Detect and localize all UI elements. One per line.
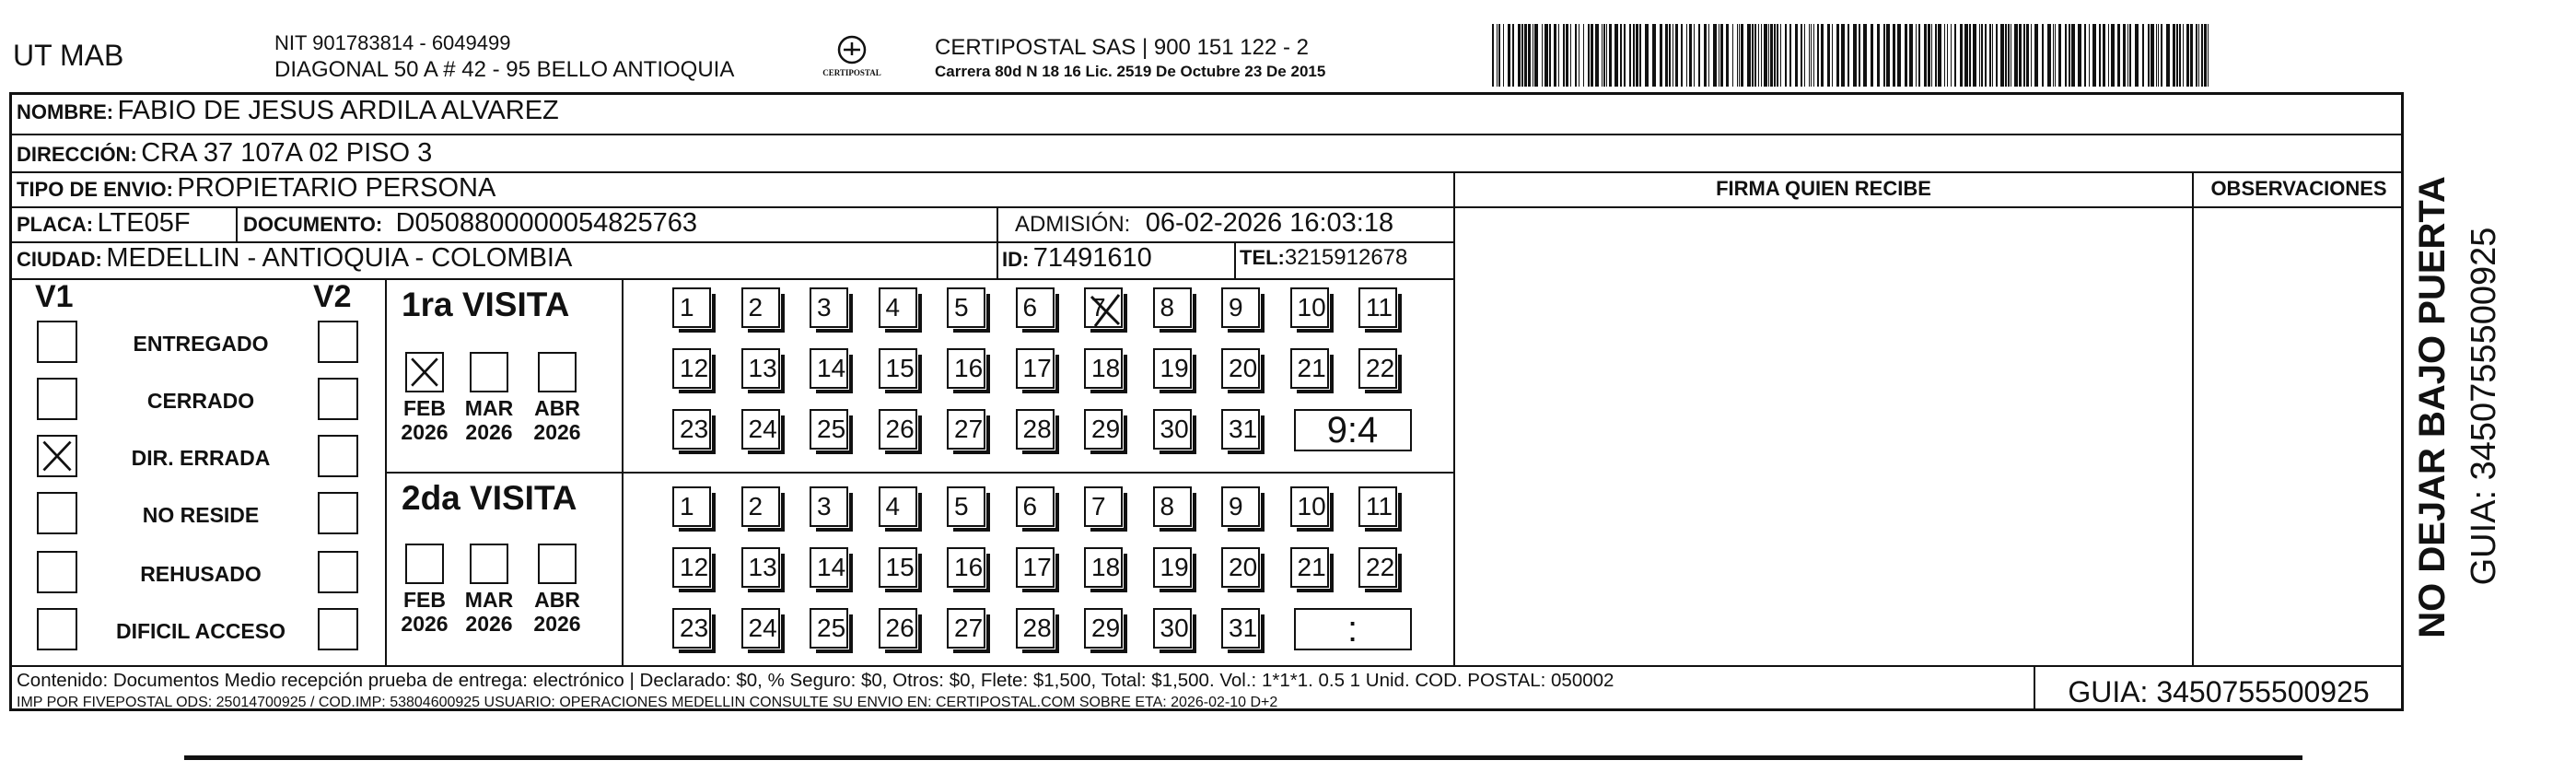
nombre-row (17, 96, 559, 126)
visit1-day-box[interactable] (1290, 348, 1329, 389)
day-number: 6 (1022, 492, 1038, 521)
day-number: 29 (1091, 614, 1121, 642)
id-value: 71491610 (1032, 243, 1152, 273)
day-number: 17 (1022, 354, 1052, 382)
visit2-day-box[interactable] (1221, 486, 1260, 527)
visit1-day-box[interactable] (1016, 348, 1055, 389)
v2-checkbox-5[interactable] (318, 608, 358, 650)
day-number: 12 (680, 553, 709, 581)
day-number: 18 (1091, 553, 1121, 581)
visit2-title: 2da VISITA (402, 479, 577, 517)
footer-line1: Contenido: Documentos Medio recepción prueba de entrega: electrónico | Declarado: $0, % Seguro: $0, Otros: $0, Flete: $1,500, Total: $1,500. Vol.: 1*1*1. 0.5 1 Unid. COD. POSTAL: 050002 (17, 670, 1614, 691)
visit1-day-box[interactable] (1153, 348, 1192, 389)
day-number: 2 (748, 293, 763, 322)
day-number: 20 (1229, 354, 1258, 382)
visit2-day-box[interactable] (1016, 547, 1055, 588)
status-option-label: NO RESIDE (142, 503, 260, 527)
nombre-value: FABIO DE JESUS ARDILA ALVAREZ (117, 96, 559, 125)
v1-checkbox-0[interactable] (37, 321, 77, 363)
visit2-day-box[interactable] (1290, 486, 1329, 527)
visit2-day-box[interactable] (810, 608, 848, 649)
visit1-day-box[interactable] (672, 348, 711, 389)
status-option-label: REHUSADO (140, 562, 262, 586)
documento-label: DOCUMENTO: (243, 213, 383, 236)
day-number: 13 (748, 553, 777, 581)
day-number: 30 (1160, 415, 1189, 443)
tipo-label: TIPO DE ENVIO: (17, 178, 173, 201)
day-number: 7 (1091, 293, 1106, 322)
admision-row (1015, 208, 1393, 239)
day-number: 24 (748, 415, 777, 443)
day-number: 26 (885, 415, 915, 443)
day-number: 3 (817, 293, 832, 322)
footer-guia: GUIA: 3450755500925 (2068, 675, 2370, 708)
day-number: 25 (817, 415, 846, 443)
day-number: 10 (1297, 293, 1326, 322)
visit1-day-box[interactable] (879, 348, 917, 389)
visit2-month-label (530, 588, 585, 636)
tel-label: TEL: (1240, 246, 1285, 269)
visit1-title: 1ra VISITA (402, 286, 570, 323)
visit1-day-box[interactable] (1221, 287, 1260, 328)
visit1-day-box[interactable] (810, 348, 848, 389)
visit1-day-box[interactable] (1153, 287, 1192, 328)
day-number: 4 (885, 492, 901, 521)
visit1-day-box[interactable] (947, 409, 985, 450)
day-number: 31 (1229, 415, 1258, 443)
visit2-day-box[interactable] (1084, 547, 1123, 588)
day-number: 25 (817, 614, 846, 642)
day-number: 19 (1160, 354, 1189, 382)
company-address: DIAGONAL 50 A # 42 - 95 BELLO ANTIOQUIA (274, 57, 735, 82)
day-number: 21 (1297, 354, 1326, 382)
day-number: 5 (954, 492, 969, 521)
day-number: 28 (1022, 614, 1052, 642)
day-number: 7 (1091, 492, 1106, 521)
visit2-day-box[interactable] (741, 608, 780, 649)
barcode-icon (1492, 24, 2220, 87)
day-number: 3 (817, 492, 832, 521)
month-name: FEB (403, 588, 446, 612)
visit1-month-checkbox-0[interactable] (405, 352, 444, 392)
v1-checkbox-5[interactable] (37, 608, 77, 650)
placa-label: PLACA: (17, 213, 94, 236)
day-number: 27 (954, 614, 984, 642)
visit2-day-box[interactable] (1084, 608, 1123, 649)
visit1-day-box[interactable] (810, 287, 848, 328)
day-number: 24 (748, 614, 777, 642)
day-number: 13 (748, 354, 777, 382)
day-number: 15 (885, 354, 915, 382)
month-name: FEB (403, 396, 446, 420)
side-guia: GUIA: 3450755500925 (2465, 227, 2503, 586)
day-number: 8 (1160, 492, 1175, 521)
visit2-day-box[interactable] (1221, 547, 1260, 588)
day-number: 30 (1160, 614, 1189, 642)
month-year: 2026 (401, 420, 449, 444)
visit1-month-label (461, 396, 517, 444)
admision-label: ADMISIÓN: (1015, 212, 1131, 237)
nit-text: NIT 901783814 - 6049499 (274, 31, 511, 54)
day-number: 8 (1160, 293, 1175, 322)
day-number: 22 (1366, 553, 1395, 581)
bottom-rule (184, 755, 2302, 760)
direccion-row (17, 138, 432, 169)
day-number: 23 (680, 614, 709, 642)
certipostal-name: CERTIPOSTAL SAS | 900 151 122 - 2 (935, 35, 1309, 60)
visit2-day-box[interactable] (1016, 608, 1055, 649)
status-option-label: DIR. ERRADA (131, 446, 271, 470)
day-number: 1 (680, 492, 694, 521)
visit1-month-checkbox-1[interactable] (470, 352, 508, 392)
visit1-day-box[interactable] (1016, 409, 1055, 450)
v2-checkbox-0[interactable] (318, 321, 358, 363)
status-option-label: DIFICIL ACCESO (115, 619, 286, 643)
visit1-day-box[interactable] (1153, 409, 1192, 450)
day-number: 4 (885, 293, 901, 322)
day-number: 22 (1366, 354, 1395, 382)
visit2-day-box[interactable] (879, 608, 917, 649)
documento-value: D0508800000054825763 (395, 208, 697, 238)
day-number: 11 (1366, 492, 1393, 521)
visit1-day-box[interactable] (1084, 348, 1123, 389)
day-number: 11 (1366, 293, 1393, 322)
logo-text: CERTIPOSTAL (822, 68, 881, 77)
month-year: 2026 (465, 612, 513, 636)
visit1-day-box[interactable] (1084, 409, 1123, 450)
x-mark-icon (39, 437, 76, 475)
visit1-day-box[interactable] (947, 287, 985, 328)
visit2-day-box[interactable] (810, 547, 848, 588)
visit2-day-box[interactable] (741, 486, 780, 527)
certipostal-license: Carrera 80d N 18 16 Lic. 2519 De Octubre 23 De 2015 (935, 63, 1326, 80)
visit1-day-box[interactable] (741, 348, 780, 389)
tipo-row (17, 173, 495, 204)
month-name: ABR (534, 588, 580, 612)
ciudad-label: CIUDAD: (17, 248, 102, 271)
visit2-day-box[interactable] (1084, 486, 1123, 527)
v1-checkbox-1[interactable] (37, 378, 77, 420)
day-number: 29 (1091, 415, 1121, 443)
documento-row (243, 208, 697, 239)
day-number: 23 (680, 415, 709, 443)
visit2-day-box[interactable] (947, 547, 985, 588)
visit1-month-label (530, 396, 585, 444)
day-number: 2 (748, 492, 763, 521)
visit2-day-box[interactable] (672, 547, 711, 588)
placa-value: LTE05F (97, 208, 191, 238)
month-year: 2026 (465, 420, 513, 444)
tel-value: 3215912678 (1284, 245, 1408, 270)
day-number: 12 (680, 354, 709, 382)
visit2-day-box[interactable] (1153, 547, 1192, 588)
visit2-day-box[interactable] (1153, 608, 1192, 649)
visit2-day-box[interactable] (879, 547, 917, 588)
visit1-month-label (397, 396, 452, 444)
visit2-month-checkbox-0[interactable] (405, 544, 444, 584)
visit1-day-box[interactable] (1358, 348, 1397, 389)
direccion-label: DIRECCIÓN: (17, 143, 137, 166)
visit2-day-box[interactable] (1358, 547, 1397, 588)
visit1-day-box[interactable] (741, 409, 780, 450)
visit2-time-box[interactable]: : (1294, 608, 1412, 650)
observaciones-area[interactable] (2196, 210, 2402, 663)
visit2-day-box[interactable] (1016, 486, 1055, 527)
visit2-day-box[interactable] (810, 486, 848, 527)
day-number: 31 (1229, 614, 1258, 642)
certipostal-logo (810, 33, 893, 81)
visit2-month-label (461, 588, 517, 636)
ciudad-value: MEDELLIN - ANTIOQUIA - COLOMBIA (106, 243, 573, 273)
footer-line2: IMP POR FIVEPOSTAL ODS: 25014700925 / COD.IMP: 53804600925 USUARIO: OPERACIONES MEDELLIN CONSULTE SU ENVIO EN: CERTIPOSTAL.COM SOBRE ETA: 2026-02-10 D+2 (17, 695, 1278, 710)
observaciones-label: OBSERVACIONES (2210, 177, 2387, 200)
nombre-label: NOMBRE: (17, 100, 114, 123)
visit1-day-box[interactable] (1290, 287, 1329, 328)
day-number: 20 (1229, 553, 1258, 581)
visit1-month-checkbox-2[interactable] (538, 352, 577, 392)
visit2-month-checkbox-2[interactable] (538, 544, 577, 584)
firma-area[interactable] (1457, 210, 2190, 663)
visit2-day-box[interactable] (1153, 486, 1192, 527)
day-number: 5 (954, 293, 969, 322)
visit2-day-box[interactable] (672, 486, 711, 527)
day-number: 14 (817, 553, 846, 581)
visit2-day-box[interactable] (1221, 608, 1260, 649)
day-number: 1 (680, 293, 694, 322)
placa-row (17, 208, 191, 239)
v2-checkbox-4[interactable] (318, 551, 358, 593)
barcode (1492, 24, 2220, 87)
day-number: 10 (1297, 492, 1326, 521)
v2-checkbox-1[interactable] (318, 378, 358, 420)
tel-row (1240, 245, 1407, 271)
visit2-day-box[interactable] (879, 486, 917, 527)
visit1-day-box[interactable] (1221, 348, 1260, 389)
visit1-day-box[interactable] (947, 348, 985, 389)
visit1-day-box[interactable] (1221, 409, 1260, 450)
day-number: 21 (1297, 553, 1326, 581)
id-label: ID: (1002, 248, 1030, 271)
v1-checkbox-3[interactable] (37, 492, 77, 534)
side-warning: NO DEJAR BAJO PUERTA (2412, 176, 2453, 638)
visit2-month-checkbox-1[interactable] (470, 544, 508, 584)
v1-label: V1 (35, 279, 74, 314)
day-number: 28 (1022, 415, 1052, 443)
visit1-day-box[interactable] (879, 287, 917, 328)
visit2-month-label (397, 588, 452, 636)
visit1-day-box[interactable] (672, 287, 711, 328)
day-number: 14 (817, 354, 846, 382)
day-number: 18 (1091, 354, 1121, 382)
day-number: 9 (1229, 492, 1243, 521)
v1-checkbox-2[interactable] (37, 435, 77, 477)
month-year: 2026 (533, 420, 581, 444)
visit1-day-box[interactable] (1016, 287, 1055, 328)
visit2-day-box[interactable] (947, 486, 985, 527)
direccion-value: CRA 37 107A 02 PISO 3 (141, 138, 433, 168)
day-number: 16 (954, 354, 984, 382)
month-year: 2026 (533, 612, 581, 636)
visit1-day-box[interactable] (741, 287, 780, 328)
day-number: 16 (954, 553, 984, 581)
status-option-label: CERRADO (146, 389, 255, 413)
visit2-day-box[interactable] (947, 608, 985, 649)
visit1-day-box[interactable] (1084, 287, 1123, 328)
visit1-day-box[interactable] (672, 409, 711, 450)
company-short: UT MAB (13, 39, 124, 72)
day-number: 27 (954, 415, 984, 443)
v2-checkbox-2[interactable] (318, 435, 358, 477)
visit1-time-box[interactable]: 9:4 (1294, 409, 1412, 451)
v1-checkbox-4[interactable] (37, 551, 77, 593)
visit2-day-box[interactable] (741, 547, 780, 588)
v2-label: V2 (313, 279, 352, 314)
tipo-value: PROPIETARIO PERSONA (177, 173, 496, 203)
month-name: ABR (534, 396, 580, 420)
day-number: 17 (1022, 553, 1052, 581)
v2-checkbox-3[interactable] (318, 492, 358, 534)
visit2-day-box[interactable] (672, 608, 711, 649)
firma-label: FIRMA QUIEN RECIBE (1716, 177, 1931, 200)
month-year: 2026 (401, 612, 449, 636)
day-number: 26 (885, 614, 915, 642)
admision-value: 06-02-2026 16:03:18 (1145, 208, 1394, 238)
day-number: 19 (1160, 553, 1189, 581)
visit2-day-box[interactable] (1290, 547, 1329, 588)
x-mark-icon (407, 354, 442, 391)
day-check-icon (1086, 289, 1125, 330)
status-option-label: ENTREGADO (133, 332, 269, 356)
visit1-day-box[interactable] (1358, 287, 1397, 328)
visit1-day-box[interactable] (879, 409, 917, 450)
id-row (1002, 243, 1152, 274)
day-number: 15 (885, 553, 915, 581)
ciudad-row (17, 243, 572, 274)
month-name: MAR (464, 588, 514, 612)
visit2-day-box[interactable] (1358, 486, 1397, 527)
day-number: 9 (1229, 293, 1243, 322)
visit1-day-box[interactable] (810, 409, 848, 450)
month-name: MAR (464, 396, 514, 420)
day-number: 6 (1022, 293, 1038, 322)
